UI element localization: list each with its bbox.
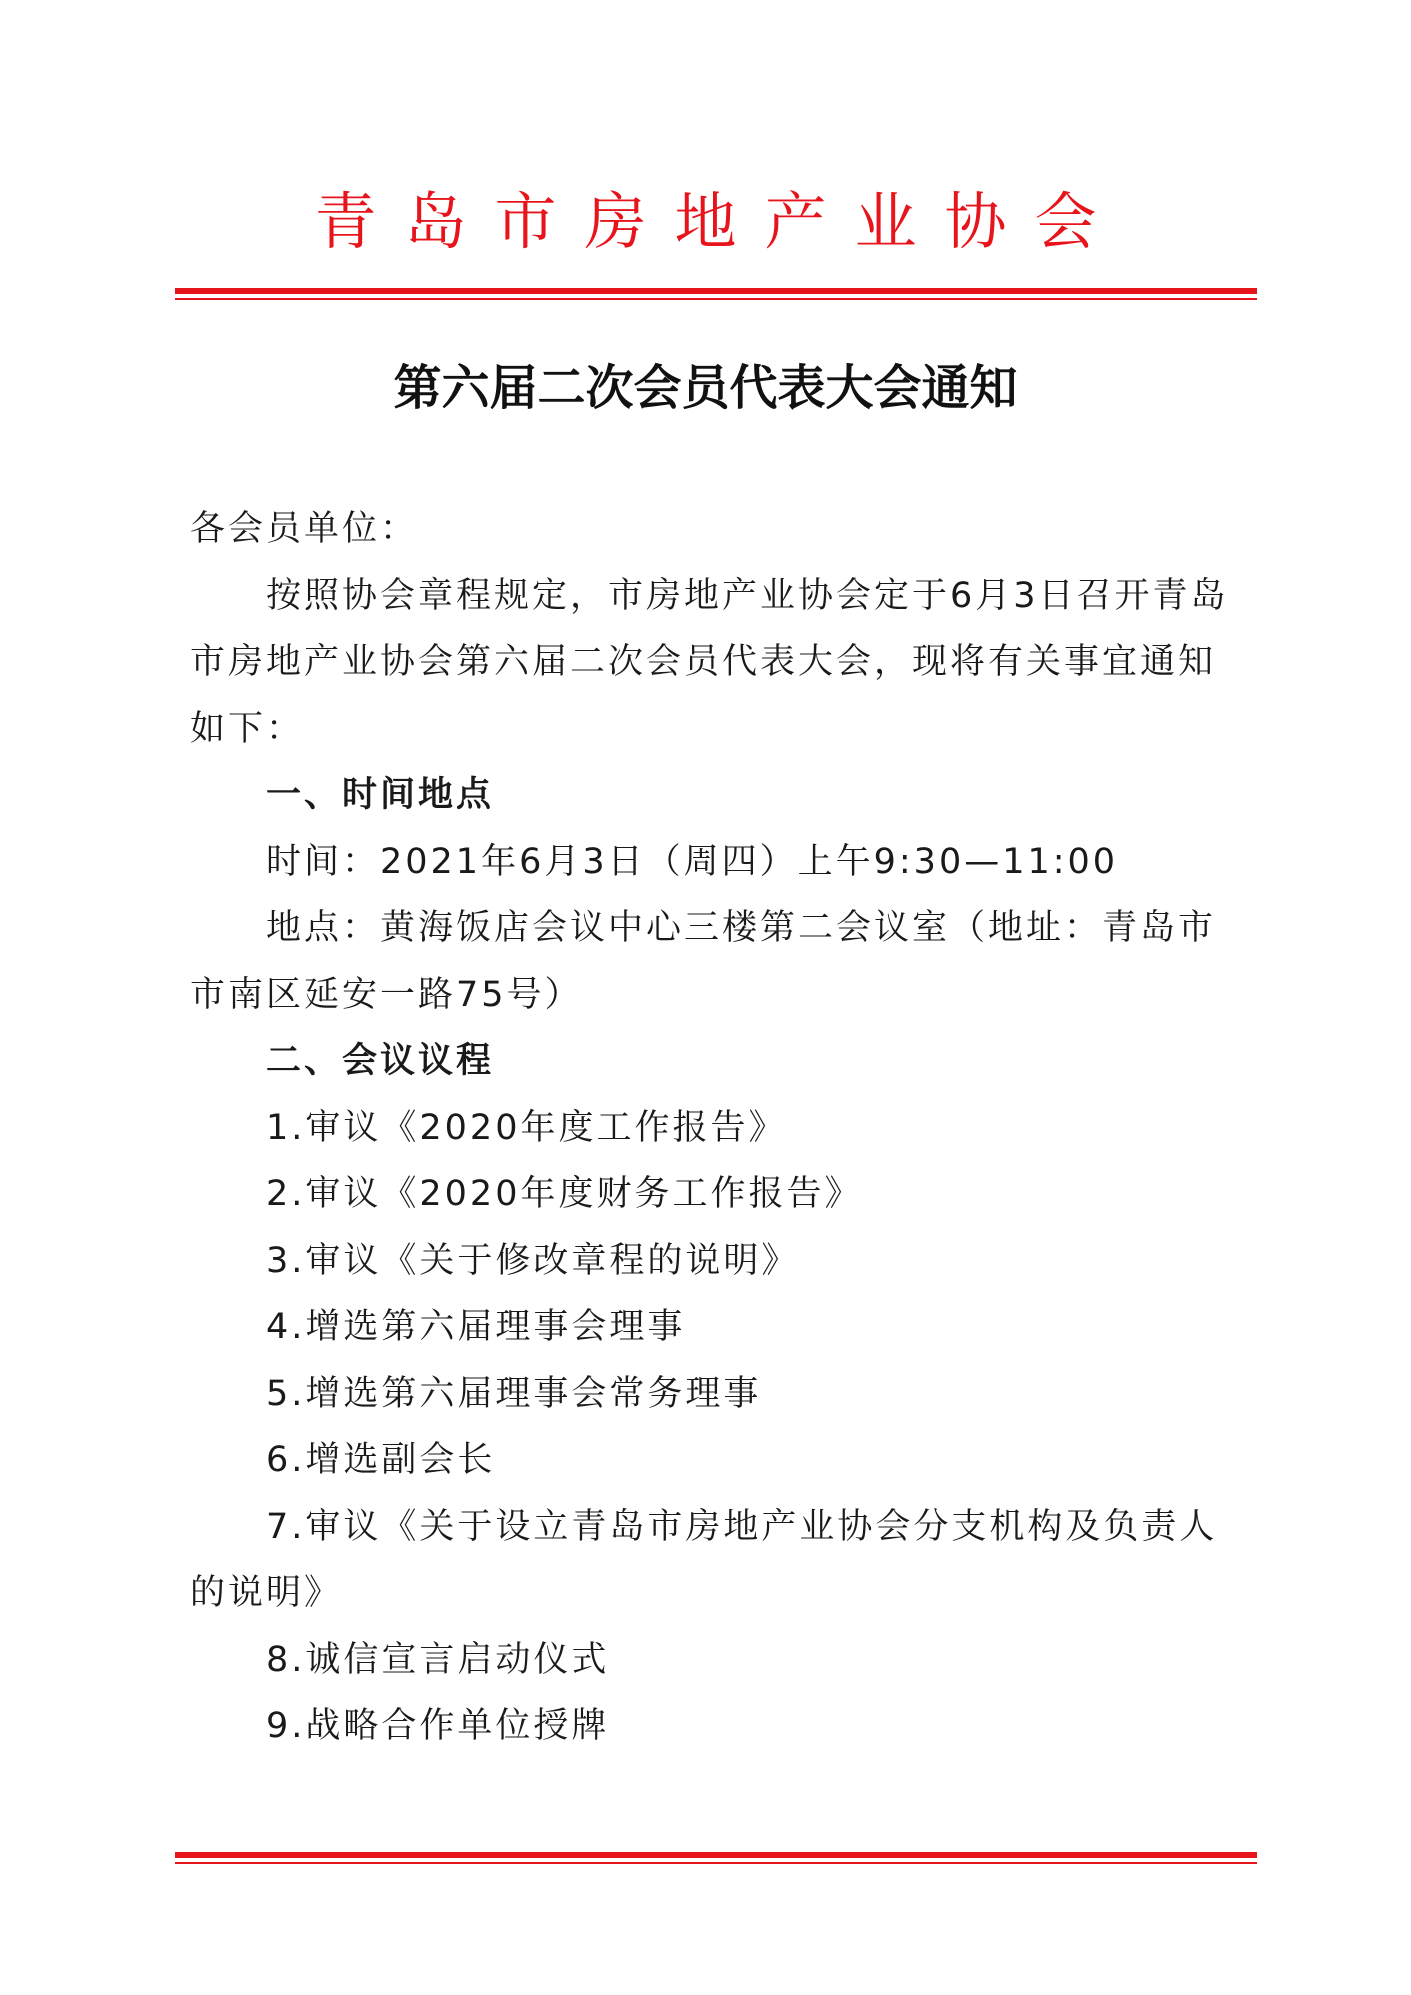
footer-divider bbox=[175, 1852, 1257, 1864]
agenda-item: 3.审议《关于修改章程的说明》 bbox=[266, 1240, 800, 1281]
agenda-item: 7.审议《关于设立青岛市房地产业协会分支机构及负责人的说明》 bbox=[190, 1506, 1218, 1613]
document-body bbox=[190, 496, 1245, 1760]
document-title: 第六届二次会员代表大会通知 bbox=[393, 360, 1018, 416]
section-heading-time-place: 一、时间地点 bbox=[266, 775, 495, 815]
meeting-time: 时间：2021年6月3日（周四）上午9:30—11:00 bbox=[266, 841, 1119, 882]
agenda-item: 1.审议《2020年度工作报告》 bbox=[266, 1107, 787, 1148]
section-heading-agenda: 二、会议议程 bbox=[266, 1041, 495, 1081]
agenda-item: 9.战略合作单位授牌 bbox=[266, 1706, 610, 1746]
agenda-item: 2.审议《2020年度财务工作报告》 bbox=[266, 1174, 863, 1214]
letterhead-org-name: 青岛市房地产业协会 bbox=[314, 185, 1125, 258]
agenda-item: 8.诚信宣言启动仪式 bbox=[266, 1639, 610, 1680]
letterhead-divider-top bbox=[175, 288, 1257, 300]
agenda-item: 4.增选第六届理事会理事 bbox=[266, 1307, 686, 1347]
meeting-place: 地点：黄海饭店会议中心三楼第二会议室（地址：青岛市市南区延安一路75号） bbox=[190, 908, 1217, 1015]
agenda-item: 5.增选第六届理事会常务理事 bbox=[266, 1373, 762, 1414]
intro-paragraph: 按照协会章程规定，市房地产业协会定于6月3日召开青岛市房地产业协会第六届二次会员代表大会，现将有关事宜通知如下： bbox=[190, 575, 1229, 749]
agenda-item: 6.增选副会长 bbox=[266, 1440, 496, 1480]
salutation: 各会员单位： bbox=[190, 509, 419, 549]
